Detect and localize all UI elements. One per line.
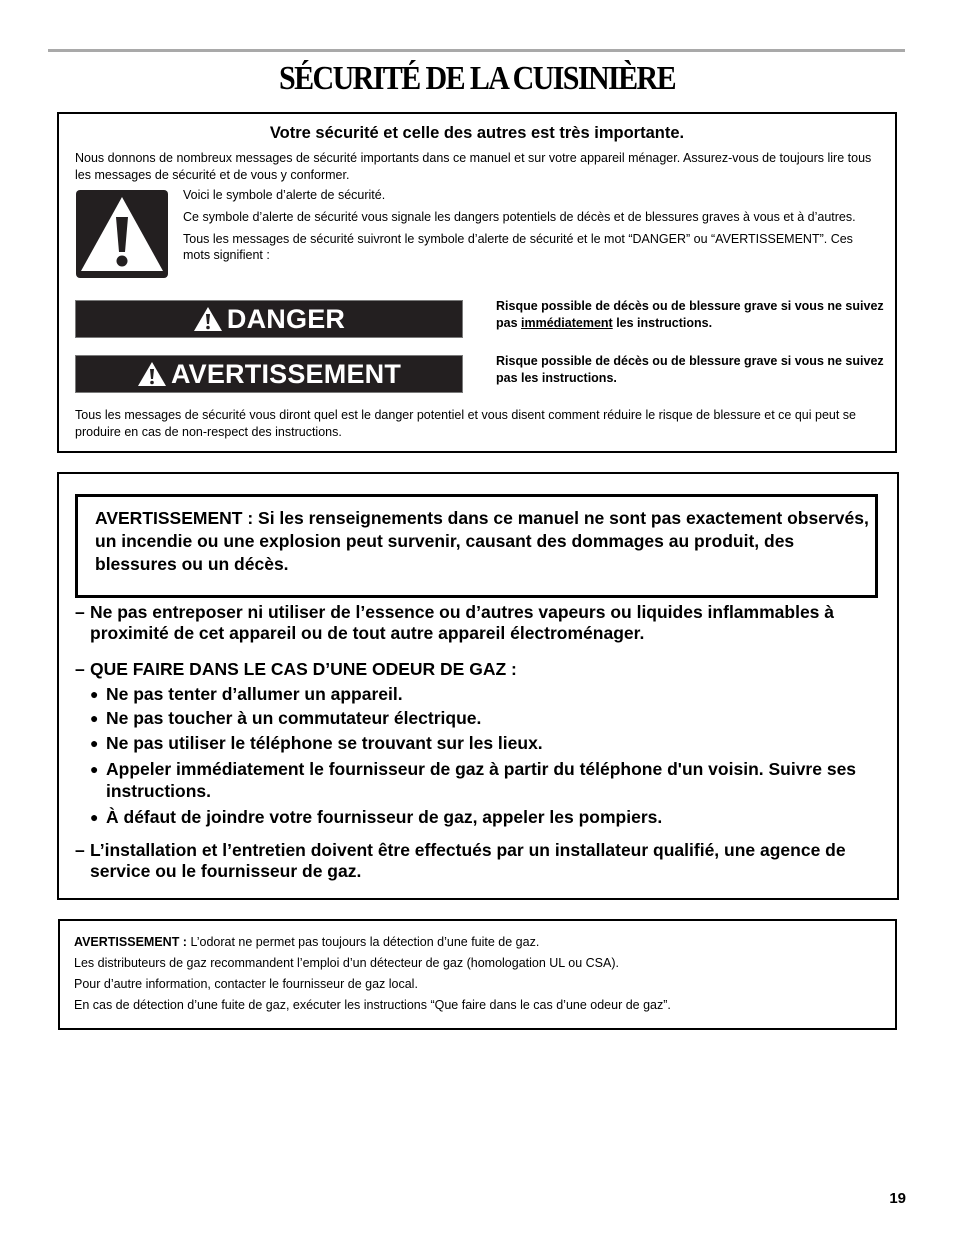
gas-warning-box [57,472,899,900]
warning-banner [75,355,463,393]
page-number: 19 [889,1190,906,1207]
gas-odor-step-text: Appeler immédiatement le fournisseur de gaz à partir du téléphone d'un voisin. Suivre ses instructions. [106,759,857,801]
dash-marker: – [75,840,85,860]
note-line-3: Pour d’autre information, contacter le fournisseur de gaz local. [74,977,418,991]
symbol-text-3: Tous les messages de sécurité suivront le symbole d’alerte de sécurité et le mot “DANGER” ou “AVERTISSEMENT”. Ces mots signifient : [183,232,853,262]
danger-label: DANGER [226,303,346,334]
safety-footer-text: Tous les messages de sécurité vous diront quel est le danger potentiel et vous disent comment réduire le risque de blessure et ce qui peut se produire en cas de non-respect des instructions. [75,408,856,439]
danger-description [496,298,892,331]
rule-installation-text: L’installation et l’entretien doivent être effectués par un installateur qualifié, une agence de service ou le fournisseur de gaz. [90,840,846,881]
danger-desc-text: Risque possible de décès ou de blessure grave si vous ne suivez pas [496,299,884,330]
note-line-2: Les distributeurs de gaz recommandent l’emploi d’un détecteur de gaz (homologation UL ou CSA). [74,956,619,970]
page-title: SÉCURITÉ DE LA CUISINIÈRE [279,60,675,97]
bullet-icon: ● [90,710,99,726]
danger-banner [75,300,463,338]
note-line-1 [74,934,874,950]
bullet-icon: ● [90,809,99,825]
rule-gas-odor [75,659,883,680]
note-line-4: En cas de détection d’une fuite de gaz, exécuter les instructions “Que faire dans le cas d’une odeur de gaz”. [74,998,671,1012]
symbol-explanation [183,187,873,269]
symbol-text-2: Ce symbole d’alerte de sécurité vous signale les dangers potentiels de décès et de blessures graves à vous et à d’autres. [183,210,856,224]
gas-odor-step-text: Ne pas toucher à un commutateur électrique. [106,708,482,728]
rule-storage [75,602,883,644]
danger-desc-emphasis: immédiatement [521,315,613,330]
warning-triangle-icon [137,361,167,387]
dash-marker: – [75,602,85,622]
gas-odor-step-text: À défaut de joindre votre fournisseur de gaz, appeler les pompiers. [106,807,663,827]
dash-marker: – [75,659,85,679]
gas-odor-step [90,707,880,729]
gas-odor-step [90,806,880,828]
gas-odor-step [90,758,880,802]
exclamation-alert-icon [75,189,169,279]
top-rule [48,49,905,52]
bullet-icon: ● [90,735,99,751]
gas-odor-step [90,683,880,705]
warning-description: Risque possible de décès ou de blessure grave si vous ne suivez pas les instructions. [496,354,884,385]
gas-odor-step-text: Ne pas tenter d’allumer un appareil. [106,684,403,704]
note-label: AVERTISSEMENT : [74,935,187,949]
safety-heading: Votre sécurité et celle des autres est très importante. [269,124,685,142]
rule-installation [75,840,883,882]
safety-intro-text: Nous donnons de nombreux messages de sécurité importants dans ce manuel et sur votre appareil ménager. Assurez-vous de toujours lire tous les messages de sécurité et de vous y conformer. [75,151,872,182]
gas-odor-step [90,732,880,754]
gas-detection-note-box [58,919,897,1030]
safety-intro-box [57,112,897,453]
gas-warning-headline: AVERTISSEMENT : Si les renseignements dans ce manuel ne sont pas exactement observés, un incendie ou une explosion peut survenir, causant des dommages au produit, des blessures ou un décès. [75,494,878,598]
danger-desc-end: les instructions. [612,315,713,330]
gas-odor-heading: QUE FAIRE DANS LE CAS D’UNE ODEUR DE GAZ : [90,659,517,679]
bullet-icon: ● [90,686,99,702]
symbol-text-1: Voici le symbole d’alerte de sécurité. [183,188,386,202]
note-line-1-text: L’odorat ne permet pas toujours la détection d’une fuite de gaz. [186,935,540,949]
rule-storage-text: Ne pas entreposer ni utiliser de l’essence ou d’autres vapeurs ou liquides inflammables à proximité de cet appareil ou de tout autre appareil électroménager. [90,602,834,643]
warning-label: AVERTISSEMENT [170,358,402,389]
bullet-icon: ● [90,761,99,777]
warning-triangle-icon [193,306,223,332]
gas-odor-step-text: Ne pas utiliser le téléphone se trouvant sur les lieux. [106,733,543,753]
